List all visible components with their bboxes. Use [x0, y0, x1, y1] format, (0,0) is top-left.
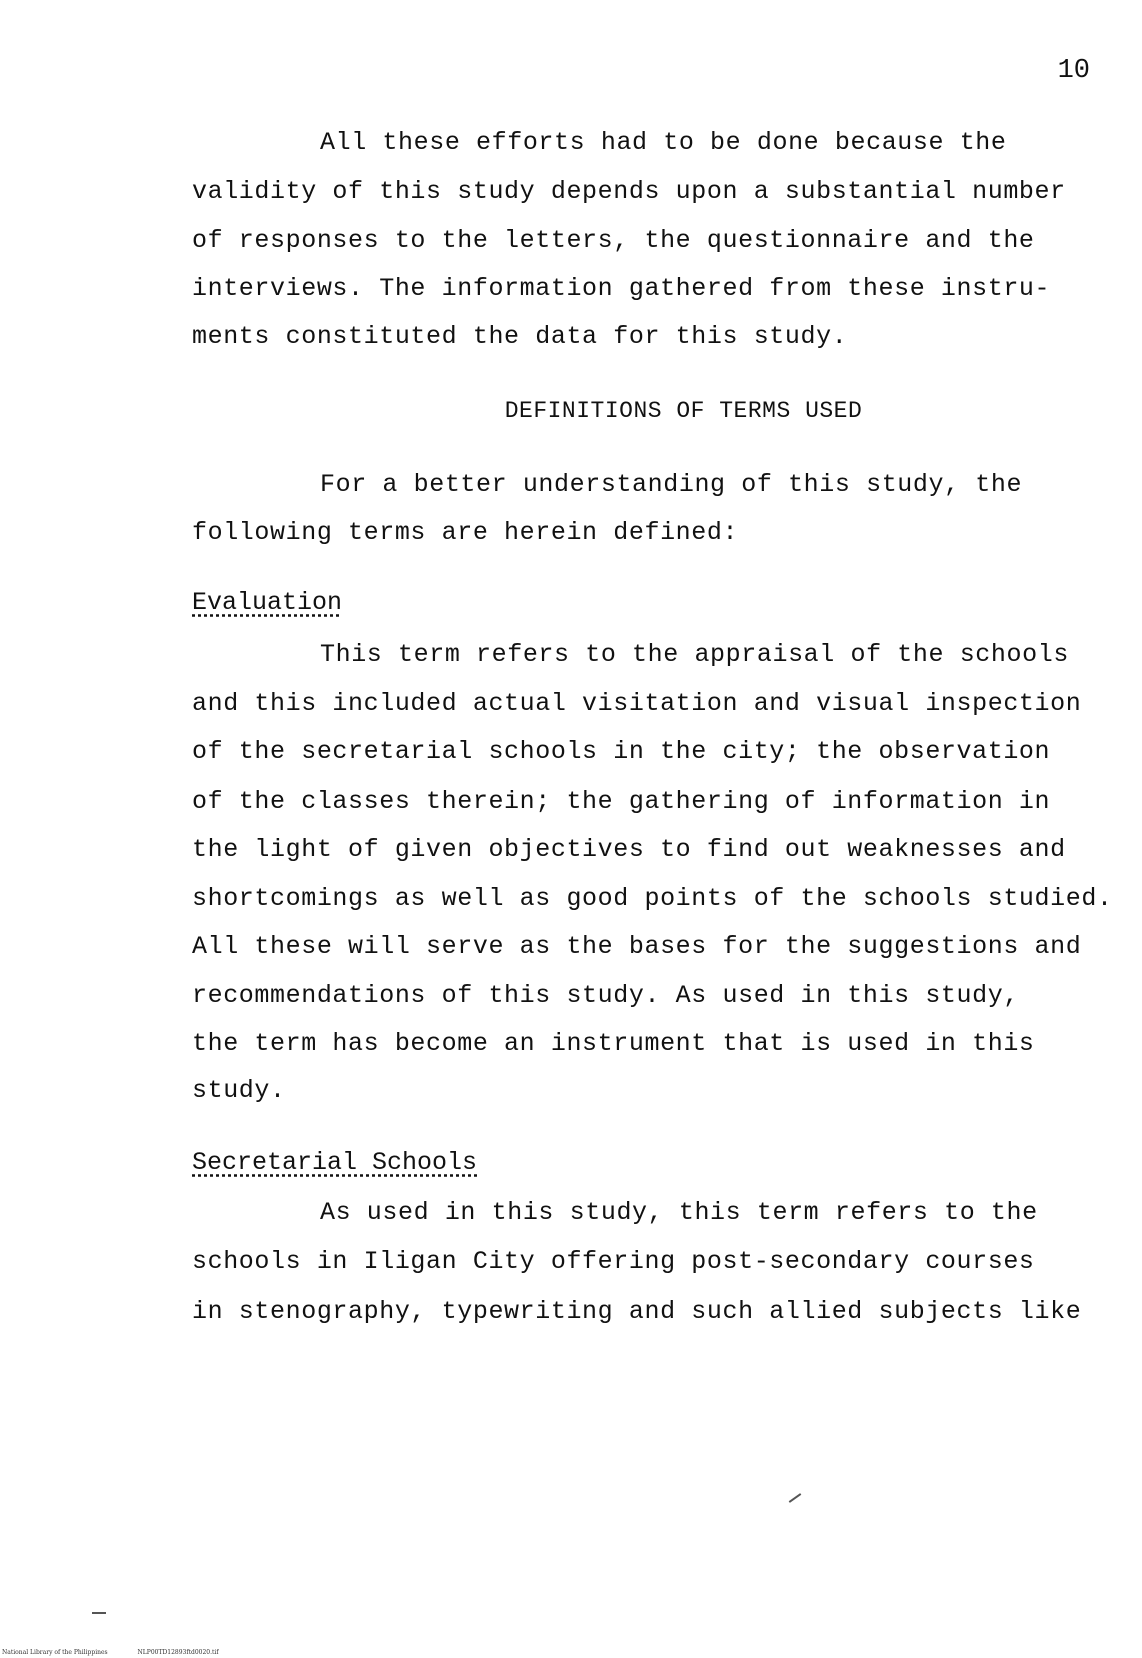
definition-line: of the classes therein; the gathering of information in: [192, 787, 1051, 816]
paragraph-line: ments constituted the data for this study.: [192, 322, 848, 351]
footer-library: National Library of the Philippines: [2, 1649, 108, 1656]
definition-line: shortcomings as well as good points of the schools studied.: [192, 884, 1113, 913]
section-heading: DEFINITIONS OF TERMS USED: [504, 398, 863, 424]
term-title-evaluation: Evaluation: [192, 588, 343, 617]
paragraph-line: validity of this study depends upon a substantial number: [192, 177, 1066, 206]
page-number: 10: [1057, 56, 1090, 86]
scan-mark: [789, 1493, 802, 1503]
footer-file: NLP00TD12893ftd0020.tif: [137, 1649, 219, 1656]
definition-line: the light of given objectives to find out weaknesses and: [192, 835, 1066, 864]
paragraph-line: All these efforts had to be done because the: [320, 128, 1007, 157]
definition-line: schools in Iligan City offering post-secondary courses: [192, 1247, 1035, 1276]
definition-line: As used in this study, this term refers to the: [320, 1198, 1038, 1227]
paragraph-line: of responses to the letters, the questionnaire and the: [192, 226, 1035, 255]
scan-footer: [2, 1649, 247, 1656]
definition-line: This term refers to the appraisal of the schools: [320, 640, 1069, 669]
definition-line: All these will serve as the bases for the suggestions and: [192, 932, 1082, 961]
definition-line: study.: [192, 1076, 286, 1105]
definition-line: of the secretarial schools in the city; the observation: [192, 737, 1051, 766]
term-title-secretarial-schools: Secretarial Schools: [192, 1148, 478, 1177]
intro-line: following terms are herein defined:: [192, 518, 739, 547]
definition-line: the term has become an instrument that is used in this: [192, 1029, 1035, 1058]
intro-line: For a better understanding of this study, the: [320, 470, 1023, 499]
definition-line: and this included actual visitation and visual inspection: [192, 689, 1082, 718]
definition-line: in stenography, typewriting and such allied subjects like: [192, 1297, 1082, 1326]
definition-line: recommendations of this study. As used in this study,: [192, 981, 1019, 1010]
scan-mark: [92, 1612, 106, 1614]
paragraph-line: interviews. The information gathered from these instru-: [192, 274, 1051, 303]
